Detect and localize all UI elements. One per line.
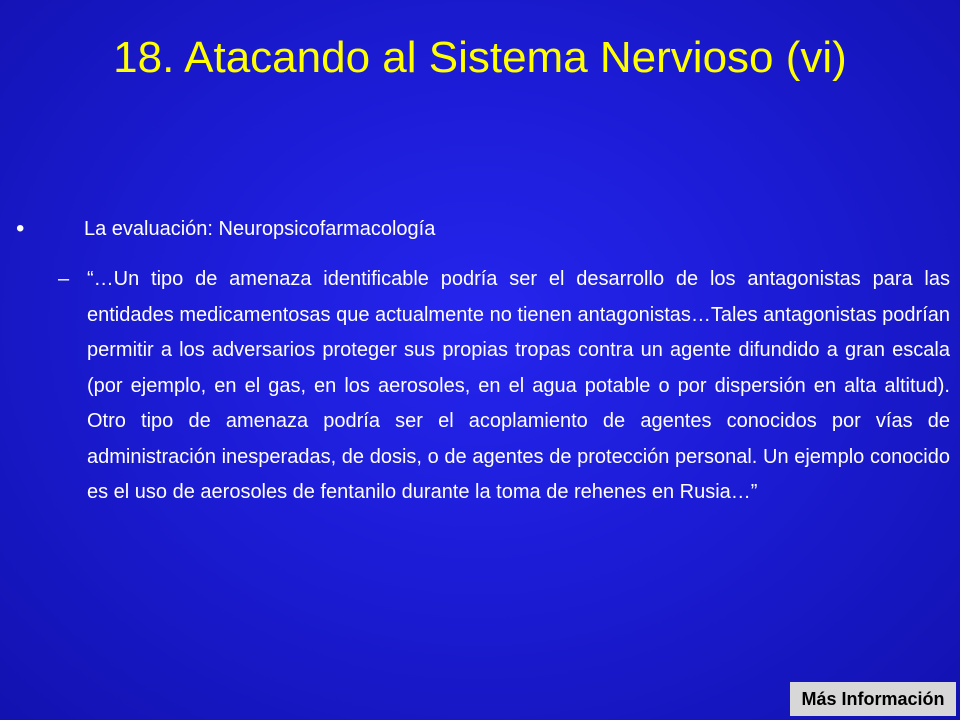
dash-icon: – [58, 268, 70, 290]
quote-paragraph: “…Un tipo de amenaza identificable podría ser el desarrollo de los antagonistas para las entidades medicamentosas que actualmente no tienen antagonistas…Tales antagonistas podrían permitir a los adversarios proteger sus propias tropas contra un agente difundido a gran escala (por ejemplo, en el gas, en los aerosoles, en el agua potable o por dispersión en alta altitud). Otro tipo de amenaza podría ser el acoplamiento de agentes conocidos por vías de administración inesperadas, de dosis, o de agentes de protección personal. Un ejemplo conocido es el uso de aerosoles de fentanilo durante la toma de rehenes en Rusia…” [87, 268, 950, 503]
bullet-item [16, 214, 916, 244]
bullet-text: La evaluación: Neuropsicofarmacología [84, 218, 436, 240]
more-info-button[interactable]: Más Información [790, 682, 956, 716]
slide-title: 18. Atacando al Sistema Nervioso (vi) [113, 33, 847, 82]
bullet-icon: • [16, 215, 25, 242]
